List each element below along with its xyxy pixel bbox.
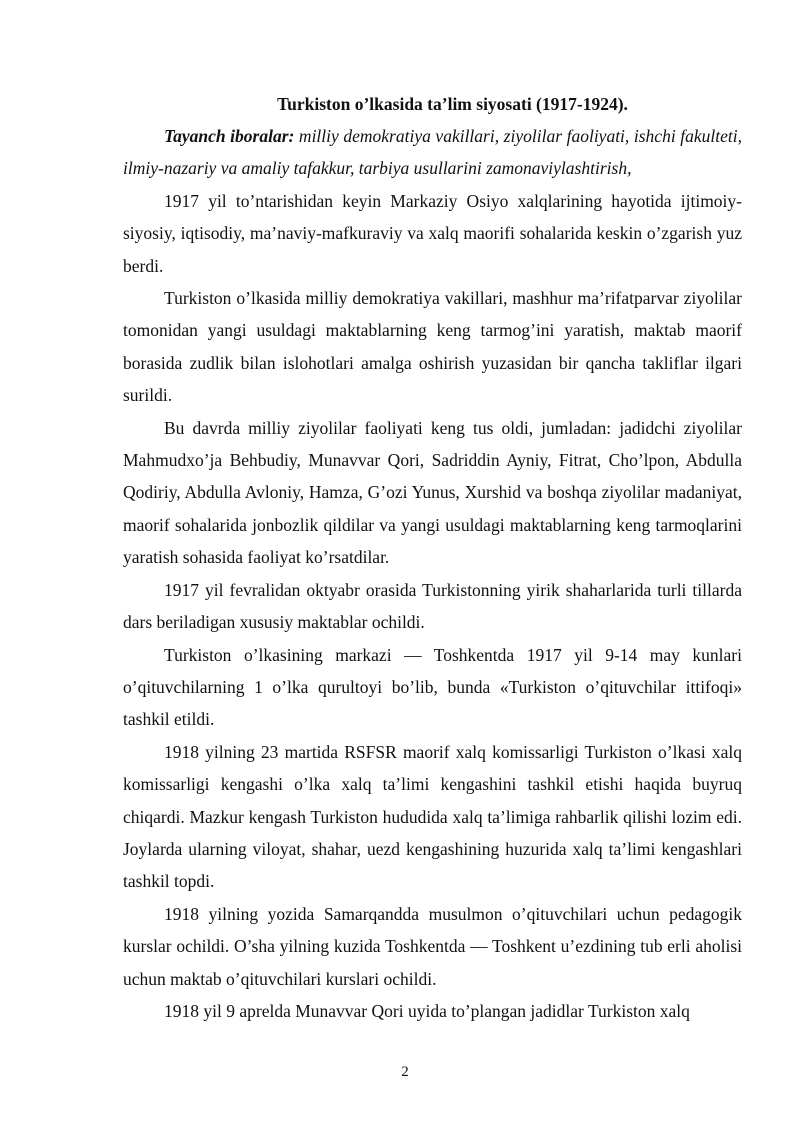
keywords-paragraph: [123, 120, 742, 185]
body-paragraph: Bu davrda milliy ziyolilar faoliyati keng tus oldi, jumladan: jadidchi ziyolilar Mahmudxo’ja Behbudiy, Munavvar Qori, Sadriddin Ayniy, Fitrat, Cho’lpon, Abdulla Qodiriy, Abdulla Avloniy, Hamza, G’ozi Yunus, Xurshid va boshqa ziyolilar madaniyat, maorif sohalarida jonbozlik qildilar va yangi usuldagi maktablarning keng tarmoqlarini yaratish sohasida faoliyat ko’rsatdilar.: [123, 417, 742, 568]
body-paragraph: 1917 yil fevralidan oktyabr orasida Turkistonning yirik shaharlarida turli tillarda dars beriladigan xususiy maktablar ochildi.: [123, 579, 742, 633]
page-number: 2: [401, 1064, 409, 1080]
body-paragraph: 1918 yil 9 aprelda Munavvar Qori uyida to’plangan jadidlar Turkiston xalq: [164, 1000, 690, 1021]
body-paragraph: 1918 yilning yozida Samarqandda musulmon o’qituvchilari uchun pedagogik kurslar ochildi. O’sha yilning kuzida Toshkentda — Toshkent u’ezdining tub erli aholisi uchun maktab o’qituvchilari kurslari ochildi.: [123, 903, 742, 989]
body-paragraph: Turkiston o’lkasining markazi — Toshkentda 1917 yil 9-14 may kunlari o’qituvchilarning 1 o’lka qurultoyi bo’lib, bunda «Turkiston o’qituvchilar ittifoqi» tashkil etildi.: [123, 644, 742, 730]
body-paragraph: 1917 yil to’ntarishidan keyin Markaziy Osiyo xalqlarining hayotida ijtimoiy-siyosiy, iqtisodiy, ma’naviy-mafkuraviy va xalq maorifi sohalarida keskin o’zgarish yuz berdi.: [123, 190, 742, 276]
keywords-label: Tayanch iboralar:: [164, 126, 295, 146]
keywords-text: milliy demokratiya vakillari, ziyolilar faoliyati, ishchi fakulteti, ilmiy-nazariy va amaliy tafakkur, tarbiya usullarini zamonaviylashtirish,: [123, 126, 742, 179]
document-title: Turkiston o’lkasida ta’lim siyosati (1917-1924).: [277, 94, 628, 114]
body-paragraph: Turkiston o’lkasida milliy demokratiya vakillari, mashhur ma’rifatparvar ziyolilar tomonidan yangi usuldagi maktablarning keng tarmog’ini yaratish, maktab maorif borasida zudlik bilan islohotlari amalga oshirish yuzasidan bir qancha takliflar ilgari surildi.: [123, 288, 742, 406]
body-paragraph: 1918 yilning 23 martida RSFSR maorif xalq komissarligi Turkiston o’lkasi xalq komissarligi kengashi o’lka xalq ta’limi kengashini tashkil etishi haqida buyruq chiqardi. Mazkur kengash Turkiston hududida xalq ta’limiga rahbarlik qilishi lozim edi. Joylarda ularning viloyat, shahar, uezd kengashining huzurida xalq ta’limi kengashlari tashkil topdi.: [123, 741, 742, 892]
document-page: [123, 88, 742, 1027]
